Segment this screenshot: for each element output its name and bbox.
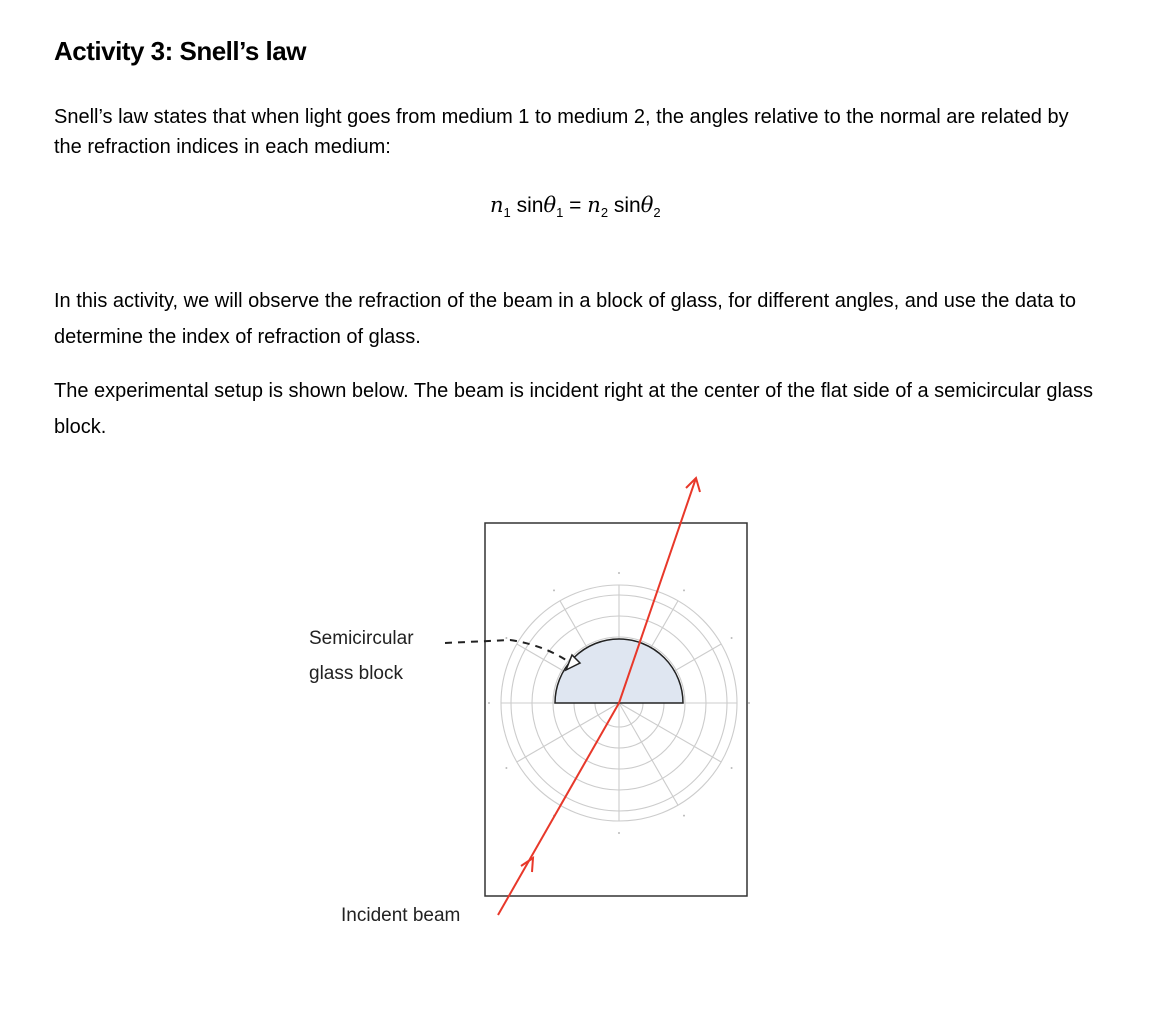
block-label-line1: Semicircular — [309, 628, 414, 649]
glass-block — [555, 639, 683, 703]
grid-tick-mark — [488, 702, 490, 704]
intro-paragraph: Snell’s law states that when light goes from medium 1 to medium 2, the angles relative to the normal are related by the refraction indices in each medium: — [54, 106, 1069, 158]
eq-sin1: sin — [510, 194, 544, 217]
eq-n1: n — [490, 193, 504, 217]
grid-tick-mark — [683, 589, 685, 591]
grid-tick-mark — [748, 702, 750, 704]
block-label-line2: glass block — [309, 663, 403, 684]
setup-paragraph: The experimental setup is shown below. The beam is incident right at the center of the flat side of a semicircular glass block. — [54, 380, 1094, 438]
grid-tick-mark — [505, 637, 507, 639]
eq-theta2: θ — [640, 193, 654, 217]
eq-n1-sub: 1 — [503, 205, 511, 221]
grid-tick-mark — [683, 815, 685, 817]
grid-tick-mark — [505, 767, 507, 769]
grid-tick-mark — [618, 572, 620, 574]
eq-n2: n — [587, 193, 601, 217]
eq-n2-sub: 2 — [600, 205, 609, 221]
activity-paragraph: In this activity, we will observe the refraction of the beam in a block of glass, for different angles, and use the data to determine the index of refraction of glass. — [54, 290, 1077, 348]
grid-tick-mark — [553, 589, 555, 591]
eq-equals: = — [563, 194, 588, 217]
grid-tick-mark — [731, 637, 733, 639]
eq-theta1-sub: 1 — [556, 205, 564, 221]
eq-theta2-sub: 2 — [653, 205, 661, 221]
page-title: Activity 3: Snell’s law — [54, 36, 306, 66]
eq-sin2: sin — [608, 194, 641, 217]
beam-label: Incident beam — [341, 905, 461, 926]
grid-tick-mark — [731, 767, 733, 769]
grid-tick-mark — [618, 832, 620, 834]
eq-theta1: θ — [543, 193, 557, 217]
